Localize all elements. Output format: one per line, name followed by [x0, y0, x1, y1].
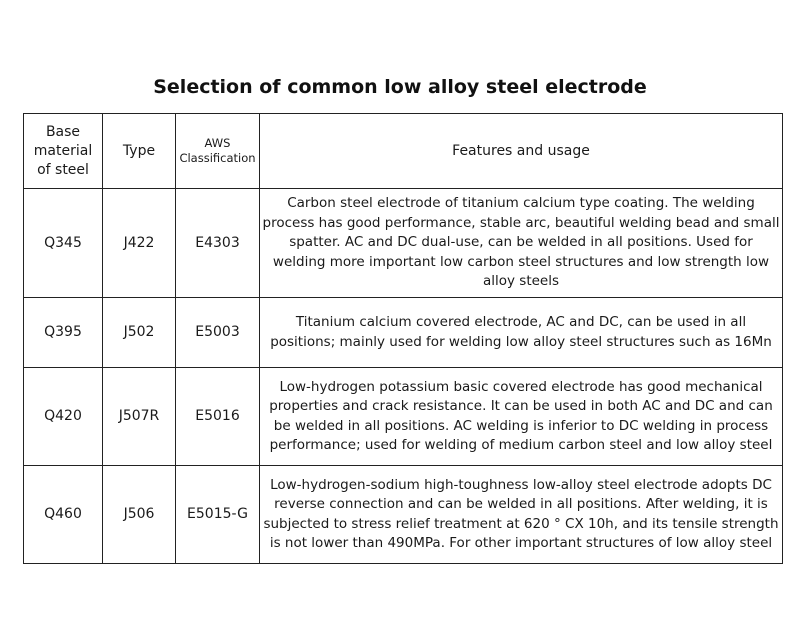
cell-aws-classification: E4303	[176, 189, 260, 298]
cell-aws-classification: E5003	[176, 298, 260, 368]
cell-features-usage: Low-hydrogen-sodium high-toughness low-alloy steel electrode adopts DC reverse connection and can be welded in all positions. After welding, it is subjected to stress relief treatment at 620 ° CX 10h, and its tensile strength is not lower than 490MPa. For other important structures of low alloy steel	[263, 476, 779, 551]
table-header-row	[24, 114, 783, 189]
cell-type: J507R	[103, 368, 176, 466]
table-row	[24, 298, 783, 368]
cell-features-usage: Titanium calcium covered electrode, AC and DC, can be used in all positions; mainly used for welding low alloy steel structures such as 16Mn	[260, 298, 783, 368]
cell-aws-classification: E5015-G	[176, 466, 260, 564]
header-base-material: Base material of steel	[24, 114, 103, 189]
cell-base-material: Q420	[24, 368, 103, 466]
header-aws-classification: AWS Classification	[176, 114, 260, 189]
electrode-selection-table	[23, 113, 783, 564]
cell-base-material: Q460	[24, 466, 103, 564]
cell-features-usage: Carbon steel electrode of titanium calcium type coating. The welding process has good performance, stable arc, beautiful welding bead and small spatter. AC and DC dual-use, can be welded in all positions. Used for welding more important low carbon steel structures and low strength low alloy steels	[260, 189, 783, 298]
cell-features-usage-wrap	[260, 466, 783, 564]
cell-type: J506	[103, 466, 176, 564]
table-row	[24, 189, 783, 298]
header-type: Type	[103, 114, 176, 189]
cell-type: J502	[103, 298, 176, 368]
header-features-usage: Features and usage	[260, 114, 783, 189]
cell-features-usage-wrap	[260, 368, 783, 466]
table-row	[24, 368, 783, 466]
cell-base-material: Q345	[24, 189, 103, 298]
table-row	[24, 466, 783, 564]
page-title: Selection of common low alloy steel electrode	[153, 76, 647, 98]
cell-features-usage: Low-hydrogen potassium basic covered electrode has good mechanical properties and crack resistance. It can be used in both AC and DC and can be welded in all positions. AC welding is inferior to DC welding in process performance; used for welding of medium carbon steel and low alloy steel	[269, 378, 773, 453]
cell-aws-classification: E5016	[176, 368, 260, 466]
cell-base-material: Q395	[24, 298, 103, 368]
cell-type: J422	[103, 189, 176, 298]
